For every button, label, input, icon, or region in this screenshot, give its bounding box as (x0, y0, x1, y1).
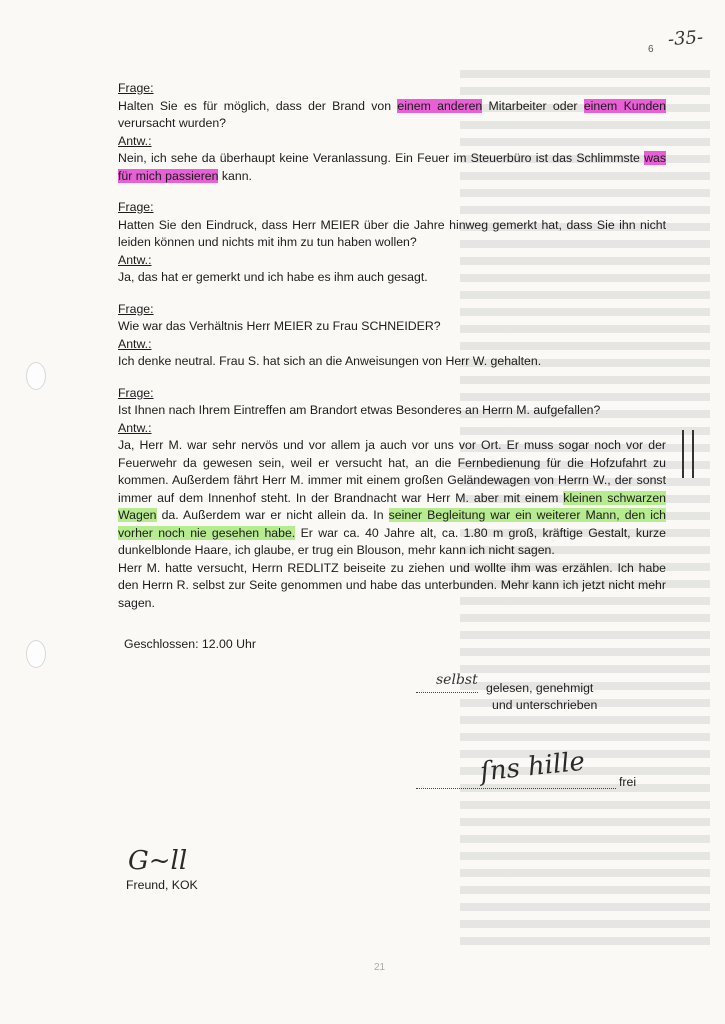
qa-block-4 (118, 385, 666, 613)
answer-label: Antw.: (118, 420, 152, 435)
question-label: Frage: (118, 81, 154, 95)
punch-hole-upper (26, 362, 46, 390)
interview-transcript (118, 80, 666, 626)
witness-signature: ſns hille (478, 746, 587, 788)
highlight-pink: einem anderen (397, 98, 483, 113)
handwritten-page-mark: -35- (667, 26, 704, 51)
qa-block-3 (118, 301, 666, 371)
question-label: Frage: (118, 200, 154, 214)
question-text: Wie war das Verhältnis Herr MEIER zu Frau SCHNEIDER? (118, 319, 441, 333)
answer-text: Ja, Herr M. war sehr nervös und vor allem ja auch vor uns vor Ort. Er muss sogar noch vor der Feuerwehr da gewesen sein, weil er versucht hat, an die Fernbedienung für die Hofzufahrt zu kommen. Außerdem fährt Herr M. immer mit einem großen Geländewagen von Herrn W., der sonst immer auf dem Innenhof steht. In der Brandnacht war Herr M. aber mit einem kleinen schwarzen Wagen da. Außerdem war er nicht allein da. In seiner Begleitung war ein weiterer Mann, den ich vorher noch nie gesehen habe. Er war ca. 40 Jahre alt, ca. 1.80 m groß, kräftige Gestalt, kurze dunkelblonde Haare, ich glaube, er trug ein Blouson, mehr kann ich nicht sagen. (118, 438, 666, 557)
approval-line-2: und unterschrieben (492, 698, 598, 712)
faint-footer-number: 21 (374, 962, 386, 973)
highlight-pink: was für mich passieren (118, 151, 666, 183)
margin-double-line-mark (682, 430, 694, 478)
answer-label: Antw.: (118, 336, 152, 351)
officer-signature: G~ll (128, 846, 188, 876)
answer-text-continued: Herr M. hatte versucht, Herrn REDLITZ beiseite zu ziehen und wollte ihm was erzählen. Ich habe den Herrn R. selbst zur Seite genommen und habe das unterbunden. Mehr kann ich jetzt nicht mehr sagen. (118, 560, 666, 610)
signature-line (416, 788, 616, 789)
closing-time: Geschlossen: 12.00 Uhr (124, 637, 256, 651)
question-label: Frage: (118, 385, 154, 400)
answer-text: Ja, das hat er gemerkt und ich habe es ihm auch gesagt. (118, 270, 428, 284)
punch-hole-lower (26, 640, 46, 668)
answer-text: Nein, ich sehe da überhaupt keine Veranlassung. Ein Feuer im Steuerbüro ist das Schlimmste was für mich passieren kann. (118, 151, 666, 183)
signature-dotted-line (416, 692, 478, 693)
qa-block-1 (118, 80, 666, 185)
handwritten-selbst: selbst (436, 672, 478, 688)
question-text: Hatten Sie den Eindruck, dass Herr MEIER über die Jahre hinweg gemerkt hat, dass Sie ihn nicht leiden können und nichts mit ihm zu tun haben wollen? (118, 217, 666, 249)
officer-name: Freund, KOK (126, 878, 198, 892)
approval-text (486, 680, 597, 714)
question-label: Frage: (118, 301, 154, 316)
highlight-pink: einem Kunden (583, 98, 666, 113)
highlight-green: kleinen schwarzen Wagen (118, 490, 666, 522)
answer-label: Antw.: (118, 133, 152, 148)
answer-text: Ich denke neutral. Frau S. hat sich an die Anweisungen von Herr W. gehalten. (118, 354, 542, 368)
answer-label: Antw.: (118, 252, 152, 267)
signature-suffix: frei (619, 775, 637, 789)
approval-line-1: gelesen, genehmigt (486, 681, 594, 695)
page-number: 6 (648, 44, 654, 55)
question-text: Ist Ihnen nach Ihrem Eintreffen am Brandort etwas Besonderes an Herrn M. aufgefallen? (118, 403, 601, 417)
question-text: Halten Sie es für möglich, dass der Brand von einem anderen Mitarbeiter oder einem Kunden verursacht wurden? (118, 98, 666, 130)
highlight-green: seiner Begleitung war ein weiterer Mann, den ich vorher noch nie gesehen habe. (118, 508, 666, 540)
qa-block-2 (118, 199, 666, 287)
